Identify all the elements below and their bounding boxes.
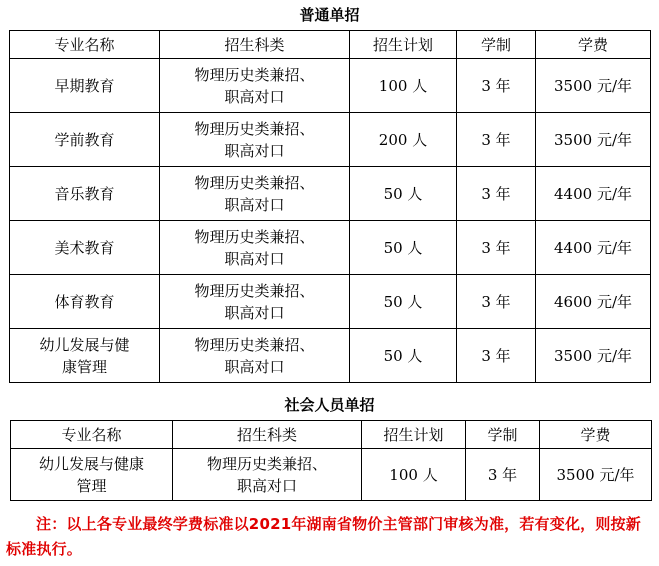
fee-cell: 3500 元/年 (536, 59, 651, 113)
column-header: 专业名称 (11, 421, 173, 449)
column-header: 学制 (466, 421, 540, 449)
category-cell-line: 物理历史类兼招、 (194, 227, 315, 246)
major-cell-line: 幼儿发展与健 (39, 335, 130, 354)
social-admission-table (10, 420, 652, 501)
plan-cell: 50 人 (350, 167, 457, 221)
years-cell: 3 年 (457, 329, 536, 383)
years-cell: 3 年 (457, 221, 536, 275)
category-cell (173, 449, 362, 501)
column-header: 招生计划 (362, 421, 466, 449)
plan-cell: 100 人 (350, 59, 457, 113)
plan-cell: 200 人 (350, 113, 457, 167)
major-cell-line: 音乐教育 (54, 184, 115, 203)
major-cell-line: 管理 (76, 476, 107, 495)
column-header: 招生计划 (350, 31, 457, 59)
category-cell-line: 职高对口 (236, 476, 297, 495)
category-cell-line: 职高对口 (224, 303, 285, 322)
table-header-row (10, 31, 651, 59)
major-cell (10, 275, 160, 329)
fee-cell: 3500 元/年 (536, 329, 651, 383)
major-cell-line: 学前教育 (54, 130, 115, 149)
column-header: 学制 (457, 31, 536, 59)
category-cell (160, 329, 350, 383)
years-cell: 3 年 (457, 59, 536, 113)
category-cell (160, 221, 350, 275)
major-cell-line: 体育教育 (54, 292, 115, 311)
table-row (10, 167, 651, 221)
table-row (10, 329, 651, 383)
years-cell: 3 年 (457, 167, 536, 221)
category-cell-line: 物理历史类兼招、 (194, 173, 315, 192)
category-cell-line: 物理历史类兼招、 (194, 65, 315, 84)
plan-cell: 50 人 (350, 275, 457, 329)
fee-cell: 3500 元/年 (540, 449, 652, 501)
major-cell (10, 329, 160, 383)
category-cell (160, 59, 350, 113)
category-cell-line: 物理历史类兼招、 (194, 335, 315, 354)
major-cell-line: 美术教育 (54, 238, 115, 257)
category-cell-line: 职高对口 (224, 141, 285, 160)
table-row (10, 221, 651, 275)
regular-admission-table (9, 30, 651, 383)
category-cell (160, 167, 350, 221)
table2-title: 社会人员单招 (284, 396, 375, 414)
category-cell-line: 职高对口 (224, 357, 285, 376)
major-cell-line: 幼儿发展与健康 (38, 454, 144, 473)
category-cell-line: 职高对口 (224, 249, 285, 268)
years-cell: 3 年 (457, 275, 536, 329)
category-cell-line: 物理历史类兼招、 (206, 454, 327, 473)
major-cell (10, 167, 160, 221)
fee-cell: 3500 元/年 (536, 113, 651, 167)
category-cell-line: 物理历史类兼招、 (194, 119, 315, 138)
column-header: 专业名称 (10, 31, 160, 59)
table-row (10, 275, 651, 329)
table1-title: 普通单招 (299, 6, 360, 24)
table-header-row (11, 421, 652, 449)
major-cell (10, 113, 160, 167)
major-cell-line: 早期教育 (54, 76, 115, 95)
years-cell: 3 年 (457, 113, 536, 167)
category-cell-line: 职高对口 (224, 87, 285, 106)
major-cell (10, 221, 160, 275)
plan-cell: 50 人 (350, 329, 457, 383)
table-row (10, 113, 651, 167)
table-row (10, 59, 651, 113)
plan-cell: 100 人 (362, 449, 466, 501)
category-cell-line: 职高对口 (224, 195, 285, 214)
fee-note: 注：以上各专业最终学费标准以2021年湖南省物价主管部门审核为准，若有变化，则按新标准执行。 (6, 515, 641, 558)
column-header: 招生科类 (173, 421, 362, 449)
major-cell (11, 449, 173, 501)
fee-cell: 4400 元/年 (536, 167, 651, 221)
major-cell-line: 康管理 (61, 357, 107, 376)
plan-cell: 50 人 (350, 221, 457, 275)
category-cell-line: 物理历史类兼招、 (194, 281, 315, 300)
category-cell (160, 275, 350, 329)
column-header: 招生科类 (160, 31, 350, 59)
fee-cell: 4600 元/年 (536, 275, 651, 329)
column-header: 学费 (536, 31, 651, 59)
years-cell: 3 年 (466, 449, 540, 501)
column-header: 学费 (540, 421, 652, 449)
table-row (11, 449, 652, 501)
category-cell (160, 113, 350, 167)
major-cell (10, 59, 160, 113)
fee-cell: 4400 元/年 (536, 221, 651, 275)
